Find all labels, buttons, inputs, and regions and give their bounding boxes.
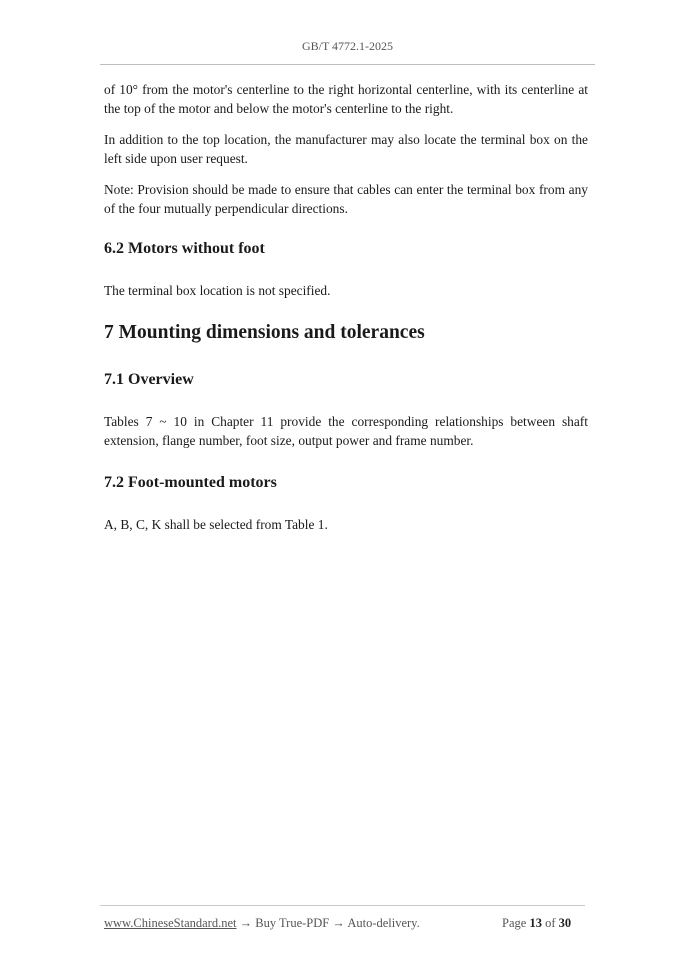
paragraph-terminal-box-angle: of 10° from the motor's centerline to the right horizontal centerline, with its centerline at the top of the motor and below the motor's centerline to the right. xyxy=(104,82,588,116)
of-label: of xyxy=(545,916,556,930)
section-heading-7-1: 7.1 Overview xyxy=(104,371,194,388)
paragraph-cable-entry-note: Note: Provision should be made to ensure that cables can enter the terminal box from any of the four mutually perpendicular directions. xyxy=(104,182,588,216)
paragraph-terminal-box-left-side: In addition to the top location, the manufacturer may also locate the terminal box on the left side upon user request. xyxy=(104,132,588,166)
auto-delivery-text: Auto-delivery. xyxy=(347,916,420,930)
section-text-6-2: The terminal box location is not specified. xyxy=(104,283,331,298)
page-total: 30 xyxy=(558,916,572,930)
arrow-icon: → xyxy=(239,916,253,930)
buy-true-pdf-text: Buy True-PDF xyxy=(255,916,330,930)
footer-divider xyxy=(100,905,585,906)
section-heading-7-2: 7.2 Foot-mounted motors xyxy=(104,474,277,491)
chinese-standard-link[interactable]: www.ChineseStandard.net xyxy=(104,916,237,930)
page-number xyxy=(502,916,571,931)
section-text-7-2: A, B, C, K shall be selected from Table 1. xyxy=(104,517,328,532)
page-content xyxy=(104,80,588,534)
header-divider xyxy=(100,64,595,65)
section-text-7-1: Tables 7 ~ 10 in Chapter 11 provide the corresponding relationships between shaft extension, flange number, foot size, output power and frame number. xyxy=(104,414,588,448)
page-label: Page xyxy=(502,916,527,930)
section-heading-6-2: 6.2 Motors without foot xyxy=(104,240,265,257)
footer-links xyxy=(104,916,420,931)
section-heading-7: 7 Mounting dimensions and tolerances xyxy=(104,322,425,343)
document-code-header: GB/T 4772.1-2025 xyxy=(301,39,394,53)
arrow-icon: → xyxy=(332,916,345,930)
page-current: 13 xyxy=(529,916,542,930)
